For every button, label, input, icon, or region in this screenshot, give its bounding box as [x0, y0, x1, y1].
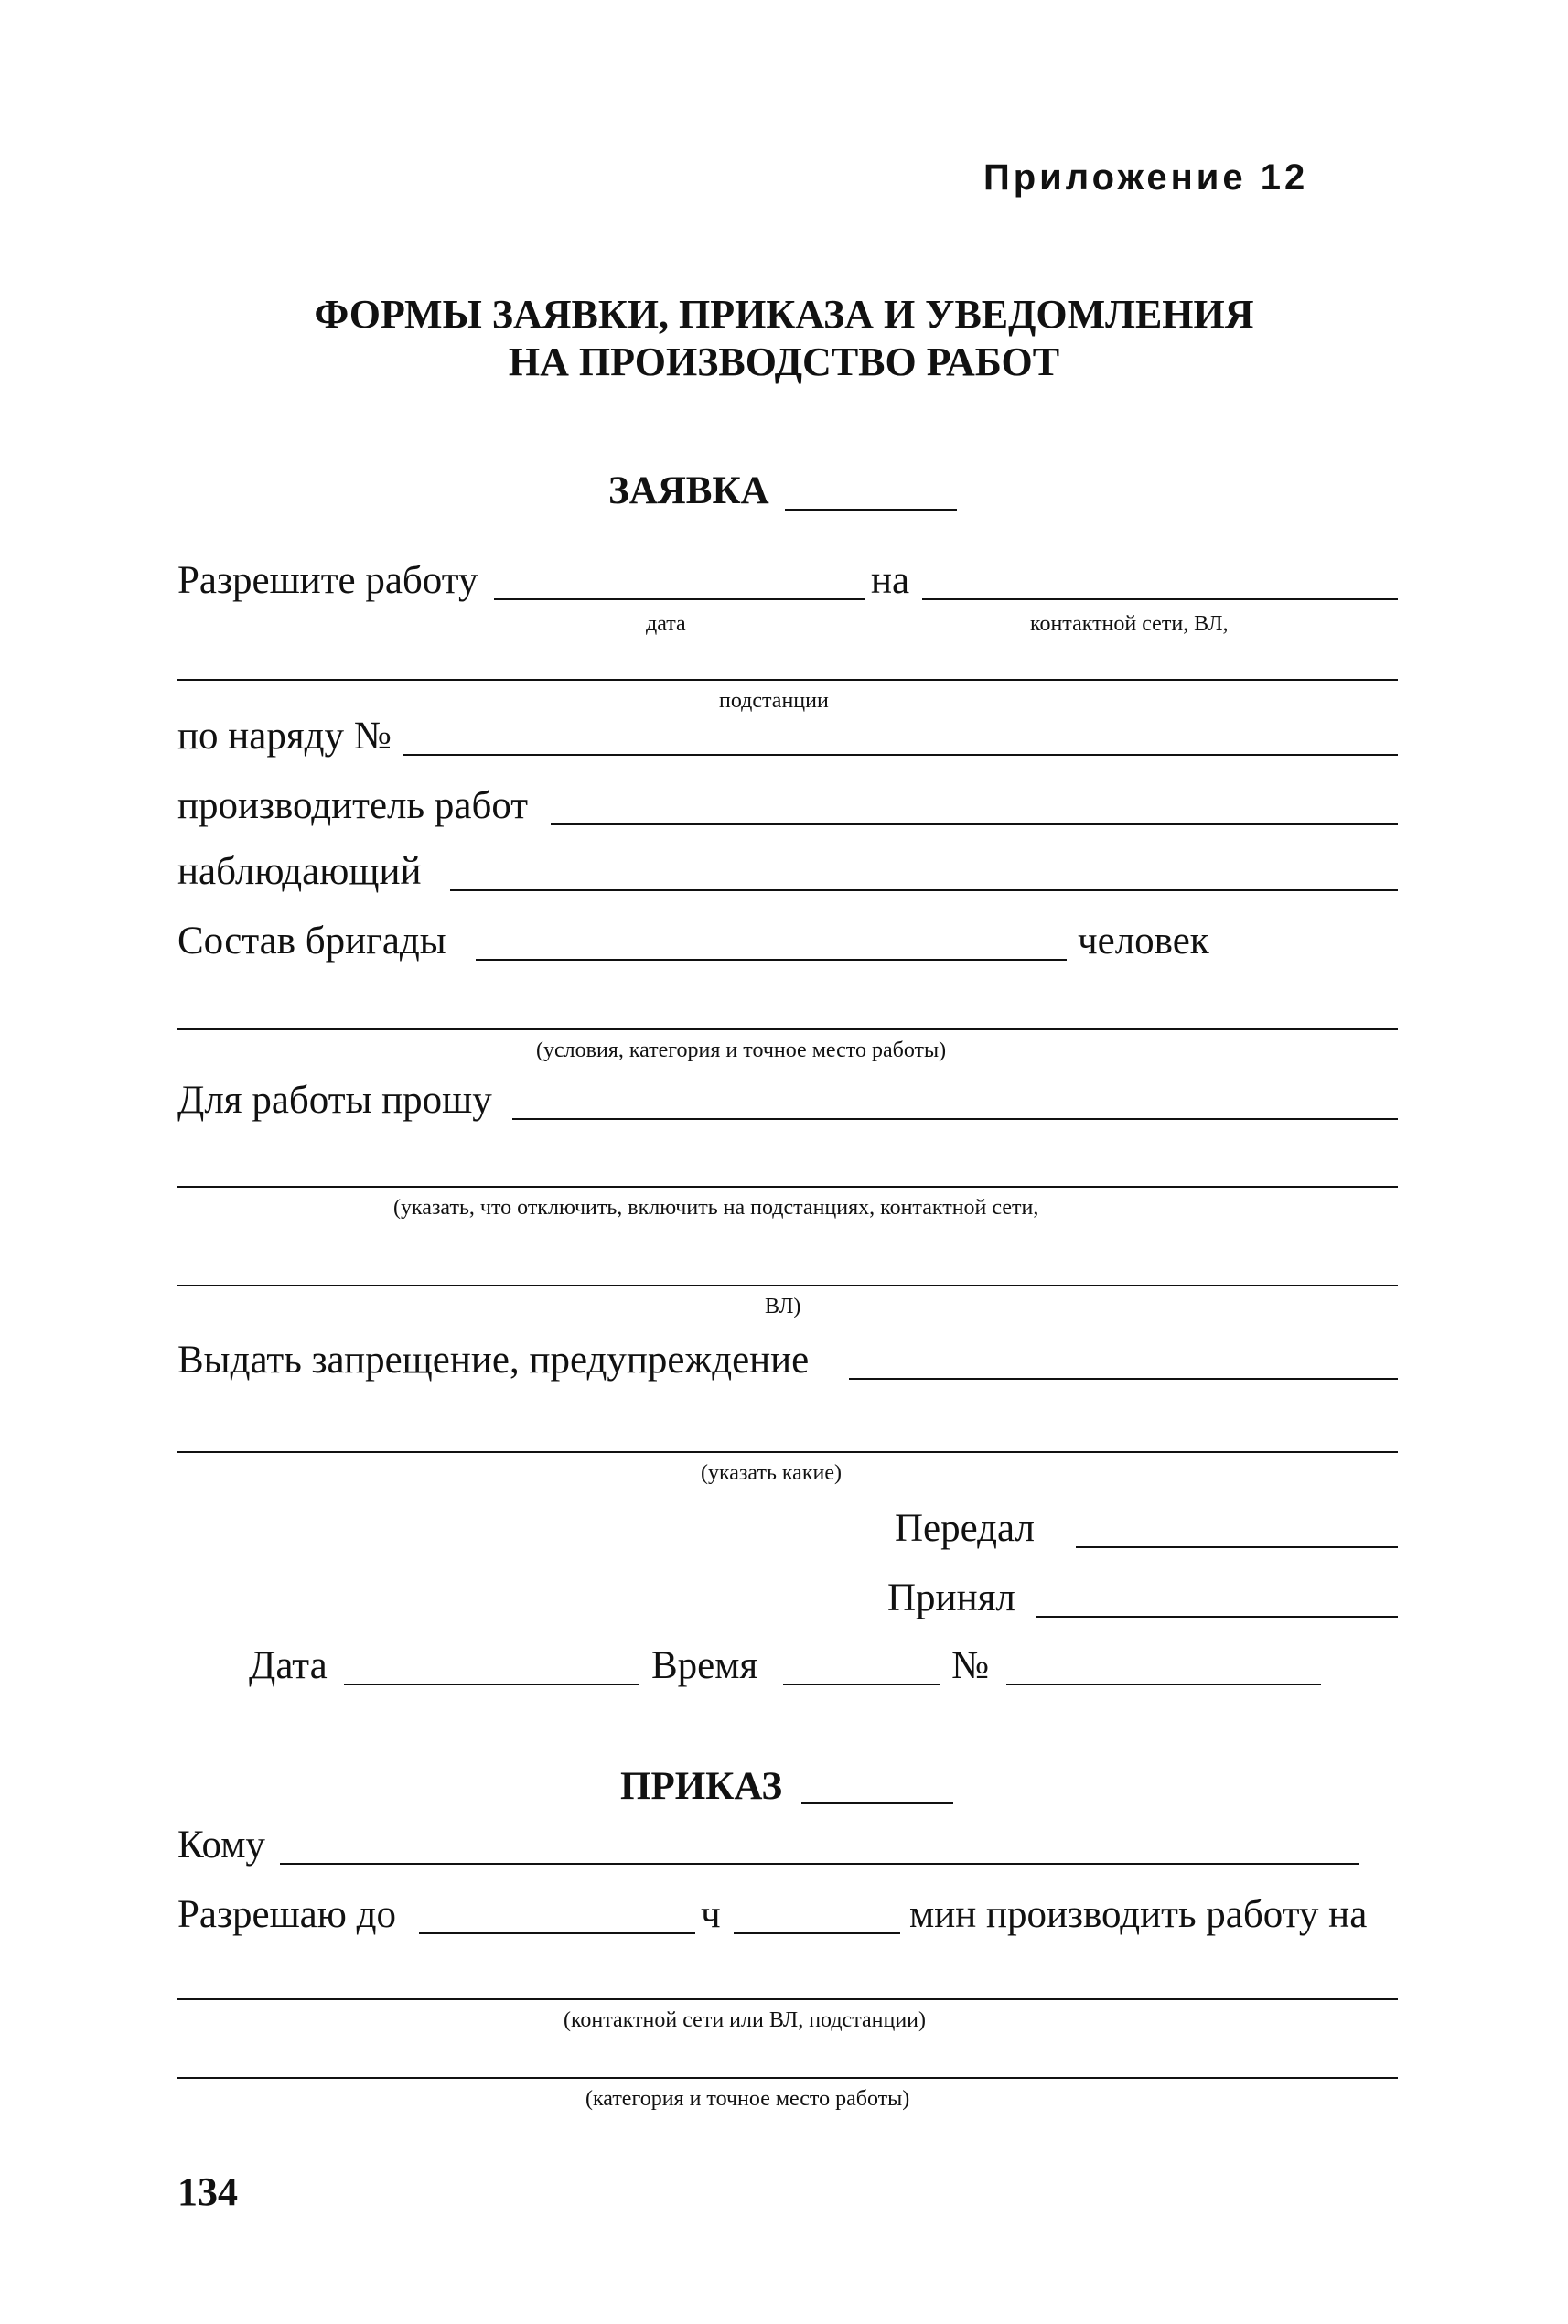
chelovek-label: человек: [1078, 920, 1209, 963]
data-field-line[interactable]: [344, 1684, 639, 1685]
vl-field-line[interactable]: [177, 1285, 1398, 1286]
proizvoditel-label: производитель работ: [177, 784, 529, 827]
zayavka-number-line[interactable]: [785, 509, 957, 511]
hint-contact-network: контактной сети, ВЛ,: [1030, 612, 1229, 636]
proizvoditel-field-line[interactable]: [551, 823, 1398, 825]
document-title-line-2: НА ПРОИЗВОДСТВО РАБОТ: [508, 339, 1060, 384]
page-number: 134: [177, 2169, 238, 2214]
nablyudayushchiy-label: наблюдающий: [177, 850, 422, 893]
minutes-field-line[interactable]: [734, 1932, 900, 1934]
hint-switch: (указать, что отключить, включить на подстанциях, контактной сети,: [393, 1196, 1039, 1220]
vremya-label: Время: [651, 1644, 758, 1687]
conditions-field-line[interactable]: [177, 1028, 1398, 1030]
naryad-number-line[interactable]: [403, 754, 1398, 756]
switch-field-line[interactable]: [177, 1186, 1398, 1188]
hint-contact-sub: (контактной сети или ВЛ, подстанции): [564, 2008, 927, 2032]
hours-field-line[interactable]: [419, 1932, 695, 1934]
contact-sub-field-line[interactable]: [177, 1998, 1398, 2000]
hint-category: (категория и точное место работы): [585, 2087, 910, 2111]
date-field-line[interactable]: [494, 598, 865, 600]
dlya-raboty-field-line[interactable]: [512, 1118, 1398, 1120]
vremya-field-line[interactable]: [783, 1684, 940, 1685]
dlya-raboty-label: Для работы прошу: [177, 1079, 492, 1122]
appendix-label: Приложение 12: [983, 157, 1309, 198]
na-label: на: [871, 559, 910, 602]
hint-substation: подстанции: [719, 689, 829, 713]
komu-field-line[interactable]: [280, 1863, 1359, 1865]
nablyudayushchiy-field-line[interactable]: [450, 889, 1398, 891]
hint-date: дата: [646, 612, 686, 636]
vydat-label: Выдать запрещение, предупреждение: [177, 1339, 810, 1382]
sostav-field-line[interactable]: [476, 959, 1067, 961]
nomer-label: №: [951, 1644, 990, 1687]
hint-which: (указать какие): [701, 1461, 842, 1485]
zayavka-heading: ЗАЯВКА: [608, 469, 769, 512]
vydat-field-line[interactable]: [849, 1378, 1398, 1380]
prikaz-number-line[interactable]: [801, 1802, 953, 1804]
peredal-field-line[interactable]: [1076, 1546, 1398, 1548]
place-field-line[interactable]: [922, 598, 1398, 600]
prinyal-label: Принял: [887, 1576, 1015, 1619]
min-label: мин производить работу на: [909, 1893, 1368, 1936]
ch-label: ч: [701, 1893, 721, 1936]
data-label: Дата: [249, 1644, 328, 1687]
prikaz-heading: ПРИКАЗ: [620, 1765, 783, 1808]
category-field-line[interactable]: [177, 2077, 1398, 2079]
prinyal-field-line[interactable]: [1036, 1616, 1398, 1618]
which-field-line[interactable]: [177, 1451, 1398, 1453]
po-naryadu-label: по наряду №: [177, 715, 392, 758]
hint-vl: ВЛ): [765, 1295, 801, 1318]
nomer-field-line[interactable]: [1006, 1684, 1321, 1685]
hint-conditions: (условия, категория и точное место работы): [536, 1038, 947, 1062]
substation-field-line[interactable]: [177, 679, 1398, 681]
razreshite-label: Разрешите работу: [177, 559, 478, 602]
razreshayu-label: Разрешаю до: [177, 1893, 397, 1936]
komu-label: Кому: [177, 1824, 265, 1867]
sostav-label: Состав бригады: [177, 920, 446, 963]
peredal-label: Передал: [895, 1507, 1035, 1550]
document-title-line-1: ФОРМЫ ЗАЯВКИ, ПРИКАЗА И УВЕДОМЛЕНИЯ: [314, 292, 1254, 337]
